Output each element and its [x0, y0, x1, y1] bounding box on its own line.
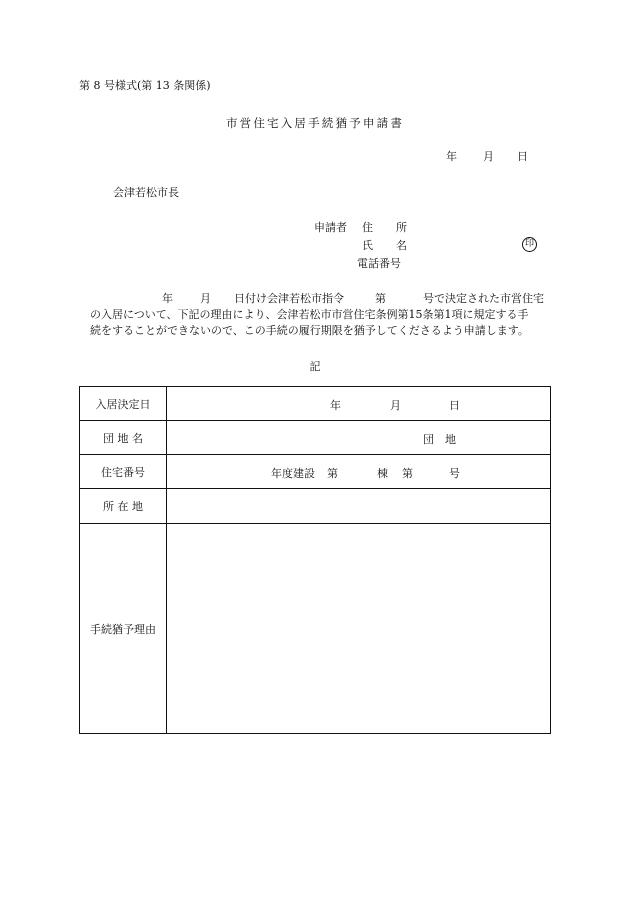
- body-line-2: の入居について、下記の理由により、会津若松市市営住宅条例第15条第1項に規定する手: [90, 308, 529, 321]
- move-in-month-unit: 月: [390, 399, 401, 412]
- move-in-year-unit: 年: [330, 399, 341, 412]
- applicant-name-label-b: 名: [396, 239, 407, 252]
- move-in-day-unit: 日: [449, 399, 460, 412]
- building-dai: 第: [327, 467, 338, 480]
- move-in-date-label: 入居決定日: [80, 387, 167, 421]
- date-month-label: 月: [483, 150, 494, 163]
- body-month: 月: [200, 292, 211, 305]
- location-label: 所 在 地: [80, 489, 167, 524]
- body-dai: 第: [375, 292, 386, 305]
- seal-mark: 印: [522, 237, 537, 252]
- table-row: [80, 387, 551, 421]
- unit-number-label: 住宅番号: [80, 455, 167, 489]
- applicant-role-label: 申請者: [314, 221, 347, 234]
- room-unit: 号: [449, 467, 460, 480]
- body-line-3: 続をすることができないので、この手続の履行期限を猶予してくださるよう申請します。: [90, 324, 529, 337]
- housing-complex-field[interactable]: [167, 421, 551, 455]
- document-title: 市営住宅入居手続猶予申請書: [225, 116, 405, 130]
- body-line1-end: 号で決定された市営住宅: [423, 292, 544, 305]
- housing-complex-label: 団 地 名: [80, 421, 167, 455]
- applicant-name-label-a: 氏: [362, 239, 373, 252]
- applicant-address-label-b: 所: [396, 221, 407, 234]
- ki-heading: 記: [309, 360, 321, 373]
- construction-year-unit: 年度建設: [271, 467, 315, 480]
- body-year: 年: [162, 292, 173, 305]
- form-number: 第 8 号様式(第 13 条関係): [79, 79, 211, 92]
- location-field[interactable]: [167, 489, 551, 524]
- move-in-date-field[interactable]: [167, 387, 551, 421]
- applicant-address-label-a: 住: [362, 221, 373, 234]
- body-directive-text: 日付け会津若松市指令: [234, 292, 344, 305]
- building-unit: 棟: [377, 467, 388, 480]
- room-dai: 第: [402, 467, 413, 480]
- postponement-reason-field[interactable]: [167, 524, 551, 734]
- unit-number-field[interactable]: [167, 455, 551, 489]
- date-year-label: 年: [446, 150, 457, 163]
- complex-unit: 団 地: [423, 433, 456, 446]
- applicant-phone-label: 電話番号: [357, 257, 401, 270]
- addressee: 会津若松市長: [113, 186, 179, 199]
- table-row: [80, 489, 551, 524]
- application-table: [79, 386, 551, 734]
- table-row: [80, 524, 551, 734]
- table-row: [80, 455, 551, 489]
- postponement-reason-label: 手続猶予理由: [80, 524, 167, 734]
- table-row: [80, 421, 551, 455]
- date-day-label: 日: [517, 150, 528, 163]
